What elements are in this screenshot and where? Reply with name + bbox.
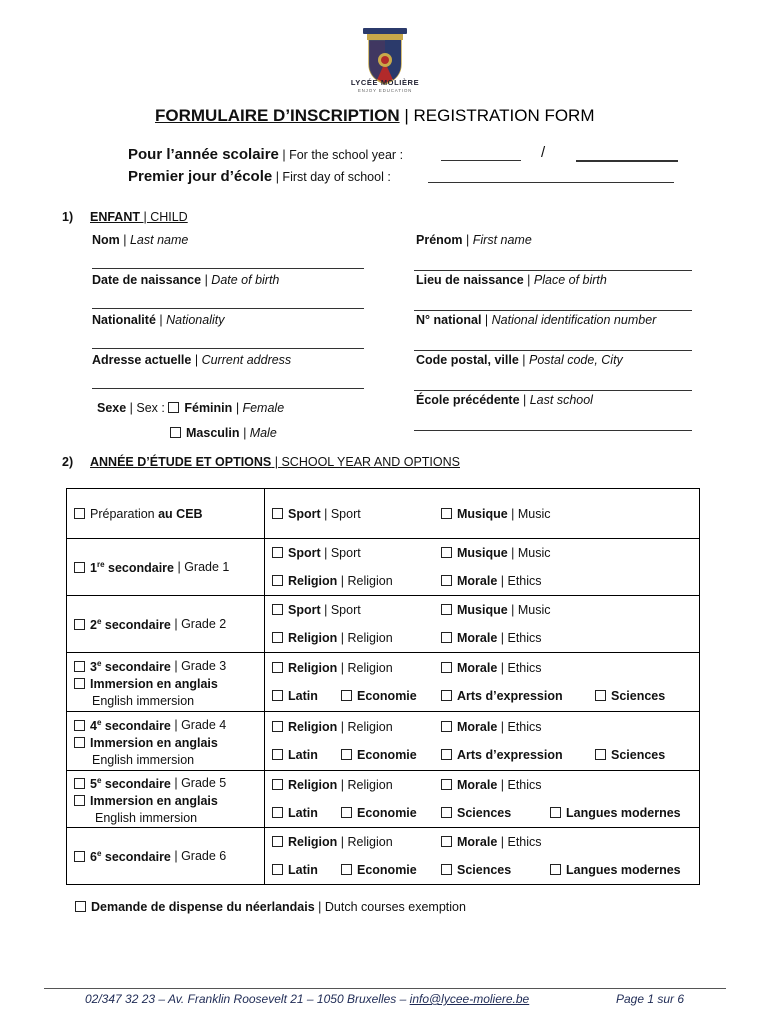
footer-contact [85, 992, 529, 1006]
first-day-label: Premier jour d’école [128, 168, 273, 185]
school-name: LYCÉE MOLIÈRE [350, 78, 420, 87]
options-cell-g3 [265, 653, 700, 712]
birth-date-field[interactable] [92, 308, 364, 309]
first-day-sub: | First day of school : [272, 170, 391, 184]
g5-latin-option[interactable]: Latin [272, 806, 318, 820]
footer-divider [44, 988, 726, 989]
first-name-field[interactable] [414, 270, 692, 271]
postal-code-label: Code postal, ville | Postal code, City [416, 353, 623, 367]
birth-place-label: Lieu de naissance | Place of birth [416, 273, 607, 287]
address-field[interactable] [92, 388, 364, 389]
g5-religion-option[interactable]: Religion | Religion [272, 778, 393, 792]
school-year-line [128, 146, 403, 163]
school-year-slash: / [541, 144, 546, 161]
g1-ethics-option[interactable]: Morale | Ethics [441, 574, 542, 588]
footer-email-link[interactable]: info@lycee-moliere.be [409, 992, 530, 1006]
g4-economie-option[interactable]: Economie [341, 748, 417, 762]
dutch-exemption-label: Demande de dispense du néerlandais [91, 900, 315, 914]
g5-immersion-checkbox[interactable] [74, 795, 85, 806]
g6-latin-option[interactable]: Latin [272, 863, 318, 877]
dutch-exemption-checkbox[interactable] [75, 901, 86, 912]
grade-cell-ceb: Préparation au CEB [67, 489, 265, 539]
g4-arts-option[interactable]: Arts d’expression [441, 748, 563, 762]
ceb-music-option[interactable]: Musique | Music [441, 507, 551, 521]
g3-checkbox[interactable] [74, 661, 85, 672]
g5-languages-option[interactable]: Langues modernes [550, 806, 681, 820]
g2-checkbox[interactable] [74, 619, 85, 630]
g2-ethics-option[interactable]: Morale | Ethics [441, 631, 542, 645]
first-name-label: Prénom | First name [416, 233, 532, 247]
g6-checkbox[interactable] [74, 851, 85, 862]
page-number: Page 1 sur 6 [616, 992, 685, 1006]
options-cell-g1 [265, 539, 700, 596]
g3-ethics-option[interactable]: Morale | Ethics [441, 661, 542, 675]
form-title [155, 106, 595, 126]
table-row-g2 [67, 596, 700, 653]
national-id-label: N° national | National identification number [416, 313, 657, 327]
grade-cell-g5: 5e secondaire | Grade 5 Immersion en anglais English immersion [67, 771, 265, 828]
table-row-g5 [67, 771, 700, 828]
g4-ethics-option[interactable]: Morale | Ethics [441, 720, 542, 734]
section-2-number: 2) [62, 455, 74, 469]
g1-sport-option[interactable]: Sport | Sport [272, 546, 361, 560]
address-label: Adresse actuelle | Current address [92, 353, 292, 367]
grade-cell-g1: 1re secondaire | Grade 1 [67, 539, 265, 596]
g1-music-option[interactable]: Musique | Music [441, 546, 551, 560]
national-id-field[interactable] [414, 350, 692, 351]
options-cell-ceb [265, 489, 700, 539]
grade-cell-g2: 2e secondaire | Grade 2 [67, 596, 265, 653]
options-cell-g5 [265, 771, 700, 828]
g3-arts-option[interactable]: Arts d’expression [441, 689, 563, 703]
sex-female-row: Sexe | Sex : Féminin | Female [97, 401, 285, 415]
table-row-g3 [67, 653, 700, 712]
section-1-title-en: | CHILD [140, 210, 188, 224]
last-name-label: Nom | Last name [92, 233, 189, 247]
table-row-g1 [67, 539, 700, 596]
g2-religion-option[interactable]: Religion | Religion [272, 631, 393, 645]
g6-languages-option[interactable]: Langues modernes [550, 863, 681, 877]
section-1-title [62, 210, 188, 224]
ceb-sport-option[interactable]: Sport | Sport [272, 507, 361, 521]
postal-code-field[interactable] [414, 390, 692, 391]
last-school-label: École précédente | Last school [416, 393, 593, 407]
g5-economie-option[interactable]: Economie [341, 806, 417, 820]
g3-sciences-option[interactable]: Sciences [595, 689, 665, 703]
sex-label: Sexe [97, 401, 127, 415]
last-name-field[interactable] [92, 268, 364, 269]
g6-ethics-option[interactable]: Morale | Ethics [441, 835, 542, 849]
g3-religion-option[interactable]: Religion | Religion [272, 661, 393, 675]
g2-sport-option[interactable]: Sport | Sport [272, 603, 361, 617]
g4-religion-option[interactable]: Religion | Religion [272, 720, 393, 734]
nationality-label: Nationalité | Nationality [92, 313, 225, 327]
g1-checkbox[interactable] [74, 562, 85, 573]
g3-immersion-checkbox[interactable] [74, 678, 85, 689]
g5-ethics-option[interactable]: Morale | Ethics [441, 778, 542, 792]
section-2-title [62, 455, 460, 469]
options-cell-g2 [265, 596, 700, 653]
table-row-g6 [67, 828, 700, 885]
school-subtitle: ENJOY EDUCATION [357, 88, 413, 93]
g3-latin-option[interactable]: Latin [272, 689, 318, 703]
section-1-number: 1) [62, 210, 74, 224]
birth-place-field[interactable] [414, 310, 692, 311]
options-table [66, 488, 700, 885]
options-cell-g6 [265, 828, 700, 885]
first-day-line [128, 168, 391, 185]
table-row-g4 [67, 712, 700, 771]
section-2-title-en: | SCHOOL YEAR AND OPTIONS [271, 455, 460, 469]
female-label: Féminin [184, 401, 233, 415]
grade-cell-g4: 4e secondaire | Grade 4 Immersion en anglais English immersion [67, 712, 265, 771]
male-label: Masculin [186, 426, 240, 440]
nationality-field[interactable] [92, 348, 364, 349]
options-cell-g4 [265, 712, 700, 771]
ceb-checkbox[interactable] [74, 508, 85, 519]
school-year-sub: | For the school year : [278, 148, 404, 162]
g5-sciences-option[interactable]: Sciences [441, 806, 511, 820]
school-year-label: Pour l’année scolaire [128, 146, 279, 163]
school-year-start-field[interactable] [441, 160, 521, 161]
first-day-field[interactable] [428, 182, 674, 183]
female-checkbox[interactable] [168, 402, 179, 413]
form-title-fr: FORMULAIRE D’INSCRIPTION [155, 106, 400, 125]
g4-latin-option[interactable]: Latin [272, 748, 318, 762]
g4-sciences-option[interactable]: Sciences [595, 748, 665, 762]
grade-cell-g6: 6e secondaire | Grade 6 [67, 828, 265, 885]
section-2-title-fr: ANNÉE D’ÉTUDE ET OPTIONS [90, 455, 272, 469]
footer-address: 02/347 32 23 – Av. Franklin Roosevelt 21 – 1050 Bruxelles – [85, 992, 410, 1006]
birth-date-label: Date de naissance | Date of birth [92, 273, 280, 287]
school-year-end-field[interactable] [576, 160, 678, 162]
last-school-field[interactable] [414, 430, 692, 431]
g1-religion-option[interactable]: Religion | Religion [272, 574, 393, 588]
g4-immersion-checkbox[interactable] [74, 737, 85, 748]
grade-cell-g3: 3e secondaire | Grade 3 Immersion en anglais English immersion [67, 653, 265, 712]
section-1-title-fr: ENFANT [90, 210, 140, 224]
g5-checkbox[interactable] [74, 778, 85, 789]
sex-male-row: Masculin | Male [170, 426, 277, 440]
g6-sciences-option[interactable]: Sciences [441, 863, 511, 877]
g6-religion-option[interactable]: Religion | Religion [272, 835, 393, 849]
dutch-exemption-row: Demande de dispense du néerlandais | Dutch courses exemption [75, 900, 466, 914]
g6-economie-option[interactable]: Economie [341, 863, 417, 877]
g3-economie-option[interactable]: Economie [341, 689, 417, 703]
male-checkbox[interactable] [170, 427, 181, 438]
form-title-en: | REGISTRATION FORM [404, 106, 595, 125]
table-row-ceb [67, 489, 700, 539]
g4-checkbox[interactable] [74, 720, 85, 731]
g2-music-option[interactable]: Musique | Music [441, 603, 551, 617]
